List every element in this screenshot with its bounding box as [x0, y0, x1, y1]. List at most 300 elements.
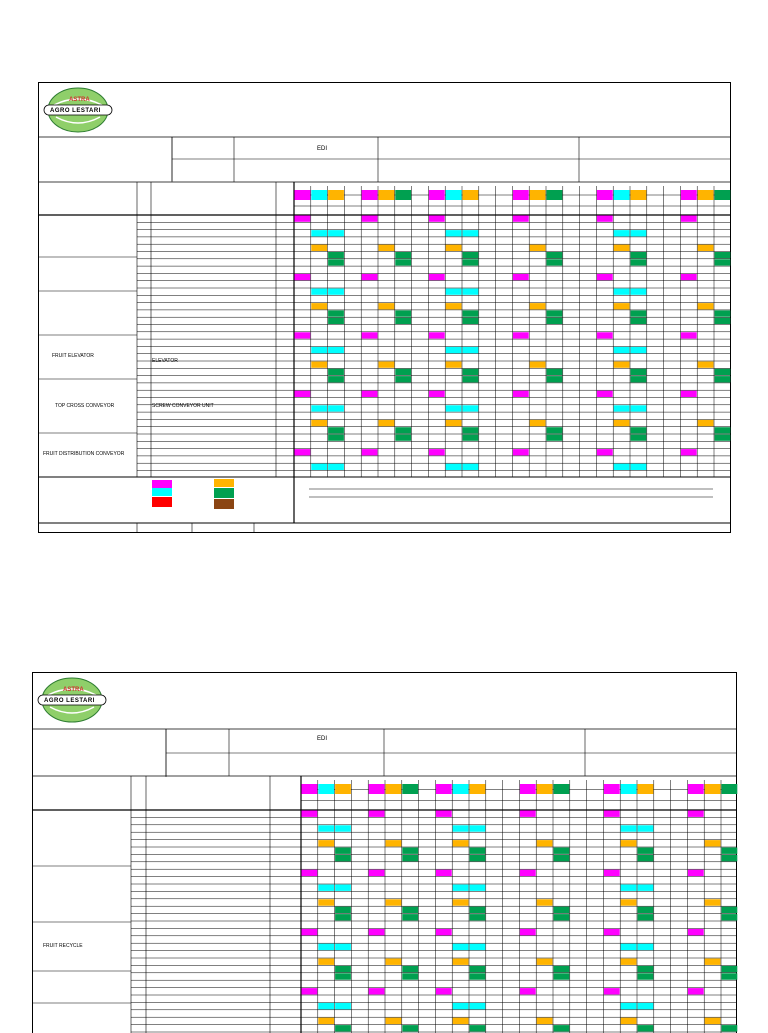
schedule-cell	[446, 347, 462, 353]
schedule-cell	[335, 825, 351, 831]
schedule-cell	[311, 362, 327, 368]
schedule-cell	[379, 190, 395, 200]
schedule-cell	[335, 855, 351, 861]
schedule-cell	[547, 259, 563, 265]
schedule-cell	[318, 1003, 334, 1009]
schedule-cell	[631, 259, 647, 265]
schedule-cell	[722, 784, 738, 794]
schedule-cell	[386, 1018, 402, 1024]
schedule-cell	[705, 840, 721, 846]
schedule-cell	[698, 245, 714, 251]
schedule-cell	[453, 1003, 469, 1009]
schedule-cell	[463, 190, 479, 200]
schedule-cell	[395, 376, 411, 382]
schedule-cell	[311, 230, 327, 236]
schedule-cell	[328, 310, 344, 316]
schedule-cell	[318, 944, 334, 950]
schedule-cell	[547, 427, 563, 433]
schedule-cell	[453, 944, 469, 950]
schedule-cell	[614, 230, 630, 236]
schedule-cell	[311, 464, 327, 470]
schedule-cell	[547, 435, 563, 441]
schedule-cell	[631, 289, 647, 295]
item-label: SCREW CONVEYOR UNIT	[152, 403, 214, 409]
schedule-cell	[470, 914, 486, 920]
schedule-cell	[631, 318, 647, 324]
schedule-cell	[463, 230, 479, 236]
schedule-cell	[722, 973, 738, 979]
schedule-cell	[722, 966, 738, 972]
schedule-cell	[520, 870, 536, 876]
header-code: EDI	[317, 736, 328, 742]
schedule-cell	[395, 427, 411, 433]
schedule-cell	[453, 840, 469, 846]
schedule-cell	[470, 885, 486, 891]
schedule-cell	[698, 190, 714, 200]
schedule-cell	[470, 944, 486, 950]
schedule-cell	[537, 1018, 553, 1024]
schedule-cell	[328, 230, 344, 236]
schedule-cell	[520, 784, 536, 794]
schedule-cell	[631, 347, 647, 353]
schedule-cell	[463, 405, 479, 411]
schedule-cell	[311, 420, 327, 426]
schedule-cell	[722, 1025, 738, 1031]
schedule-cell	[722, 855, 738, 861]
schedule-cell	[463, 435, 479, 441]
schedule-cell	[463, 318, 479, 324]
schedule-cell	[335, 944, 351, 950]
schedule-grid-2	[33, 673, 736, 1033]
schedule-cell	[715, 252, 731, 258]
schedule-cell	[436, 988, 452, 994]
schedule-cell	[470, 855, 486, 861]
schedule-cell	[362, 391, 378, 397]
schedule-cell	[328, 405, 344, 411]
schedule-cell	[402, 784, 418, 794]
schedule-cell	[463, 376, 479, 382]
schedule-cell	[614, 245, 630, 251]
schedule-cell	[715, 318, 731, 324]
schedule-cell	[554, 1025, 570, 1031]
schedule-cell	[328, 252, 344, 258]
schedule-cell	[429, 274, 445, 280]
schedule-cell	[311, 347, 327, 353]
schedule-cell	[530, 362, 546, 368]
schedule-cell	[638, 784, 654, 794]
schedule-cell	[318, 899, 334, 905]
schedule-cell	[402, 855, 418, 861]
schedule-cell	[453, 1018, 469, 1024]
schedule-cell	[597, 190, 613, 200]
schedule-cell	[638, 885, 654, 891]
schedule-cell	[436, 784, 452, 794]
schedule-cell	[402, 914, 418, 920]
schedule-cell	[470, 907, 486, 913]
schedule-cell	[295, 332, 311, 338]
schedule-cell	[302, 988, 318, 994]
schedule-cell	[631, 369, 647, 375]
schedule-cell	[705, 1018, 721, 1024]
schedule-cell	[470, 973, 486, 979]
schedule-cell	[328, 369, 344, 375]
schedule-cell	[311, 289, 327, 295]
schedule-cell	[328, 289, 344, 295]
schedule-cell	[722, 914, 738, 920]
schedule-cell	[446, 464, 462, 470]
schedule-cell	[295, 216, 311, 222]
schedule-cell	[311, 245, 327, 251]
schedule-cell	[470, 1025, 486, 1031]
schedule-cell	[547, 252, 563, 258]
schedule-cell	[715, 190, 731, 200]
schedule-cell	[681, 190, 697, 200]
schedule-cell	[513, 274, 529, 280]
schedule-cell	[614, 190, 630, 200]
schedule-cell	[631, 190, 647, 200]
schedule-cell	[318, 1018, 334, 1024]
schedule-cell	[638, 825, 654, 831]
schedule-cell	[688, 784, 704, 794]
schedule-cell	[328, 318, 344, 324]
schedule-cell	[621, 1018, 637, 1024]
schedule-cell	[554, 966, 570, 972]
section-label: FRUIT ELEVATOR	[52, 353, 94, 359]
schedule-cell	[547, 376, 563, 382]
schedule-cell	[631, 252, 647, 258]
schedule-cell	[631, 310, 647, 316]
schedule-cell	[597, 391, 613, 397]
schedule-cell	[328, 259, 344, 265]
schedule-cell	[379, 420, 395, 426]
schedule-cell	[328, 190, 344, 200]
schedule-cell	[328, 376, 344, 382]
schedule-cell	[395, 252, 411, 258]
schedule-cell	[335, 848, 351, 854]
schedule-cell	[436, 870, 452, 876]
schedule-cell	[379, 303, 395, 309]
schedule-grid-1	[39, 83, 730, 532]
schedule-cell	[470, 784, 486, 794]
schedule-cell	[705, 959, 721, 965]
schedule-cell	[530, 420, 546, 426]
schedule-cell	[402, 973, 418, 979]
schedule-cell	[537, 840, 553, 846]
schedule-cell	[470, 825, 486, 831]
schedule-cell	[446, 245, 462, 251]
schedule-cell	[335, 914, 351, 920]
schedule-cell	[395, 310, 411, 316]
schedule-cell	[402, 966, 418, 972]
schedule-cell	[436, 929, 452, 935]
schedule-cell	[638, 848, 654, 854]
schedule-cell	[530, 190, 546, 200]
schedule-cell	[715, 376, 731, 382]
schedule-cell	[295, 274, 311, 280]
schedule-cell	[402, 848, 418, 854]
schedule-cell	[362, 216, 378, 222]
schedule-cell	[614, 464, 630, 470]
schedule-cell	[362, 332, 378, 338]
schedule-cell	[537, 784, 553, 794]
schedule-cell	[369, 784, 385, 794]
schedule-cell	[705, 784, 721, 794]
schedule-cell	[152, 497, 172, 507]
schedule-cell	[318, 784, 334, 794]
schedule-cell	[621, 959, 637, 965]
maintenance-sheet-2	[32, 672, 737, 1033]
schedule-cell	[614, 362, 630, 368]
schedule-cell	[597, 332, 613, 338]
schedule-cell	[513, 216, 529, 222]
schedule-cell	[395, 318, 411, 324]
schedule-cell	[638, 1003, 654, 1009]
schedule-cell	[453, 825, 469, 831]
schedule-cell	[638, 907, 654, 913]
schedule-cell	[722, 907, 738, 913]
schedule-cell	[554, 914, 570, 920]
schedule-cell	[152, 480, 172, 488]
schedule-cell	[604, 870, 620, 876]
schedule-cell	[597, 274, 613, 280]
schedule-cell	[698, 303, 714, 309]
schedule-cell	[698, 420, 714, 426]
schedule-cell	[715, 259, 731, 265]
schedule-cell	[429, 391, 445, 397]
schedule-cell	[379, 245, 395, 251]
schedule-cell	[537, 959, 553, 965]
schedule-cell	[597, 216, 613, 222]
schedule-cell	[335, 907, 351, 913]
schedule-cell	[638, 914, 654, 920]
schedule-cell	[463, 310, 479, 316]
maintenance-sheet-1	[38, 82, 731, 533]
schedule-cell	[604, 929, 620, 935]
schedule-cell	[513, 449, 529, 455]
schedule-cell	[446, 362, 462, 368]
schedule-cell	[446, 230, 462, 236]
schedule-cell	[386, 784, 402, 794]
schedule-cell	[520, 988, 536, 994]
schedule-cell	[214, 479, 234, 487]
schedule-cell	[453, 899, 469, 905]
schedule-cell	[638, 855, 654, 861]
schedule-cell	[604, 811, 620, 817]
schedule-cell	[402, 907, 418, 913]
schedule-cell	[302, 870, 318, 876]
schedule-cell	[369, 870, 385, 876]
schedule-cell	[715, 435, 731, 441]
schedule-cell	[318, 959, 334, 965]
schedule-cell	[631, 427, 647, 433]
schedule-cell	[631, 230, 647, 236]
schedule-cell	[463, 252, 479, 258]
schedule-cell	[547, 310, 563, 316]
schedule-cell	[369, 811, 385, 817]
schedule-cell	[311, 405, 327, 411]
schedule-cell	[328, 464, 344, 470]
schedule-cell	[429, 332, 445, 338]
schedule-cell	[335, 885, 351, 891]
schedule-cell	[463, 289, 479, 295]
schedule-cell	[621, 899, 637, 905]
schedule-cell	[681, 391, 697, 397]
schedule-cell	[446, 420, 462, 426]
schedule-cell	[621, 944, 637, 950]
schedule-cell	[302, 811, 318, 817]
schedule-cell	[386, 899, 402, 905]
schedule-cell	[335, 1003, 351, 1009]
schedule-cell	[547, 369, 563, 375]
schedule-cell	[681, 332, 697, 338]
schedule-cell	[554, 973, 570, 979]
schedule-cell	[470, 848, 486, 854]
schedule-cell	[453, 885, 469, 891]
schedule-cell	[152, 488, 172, 496]
schedule-cell	[614, 405, 630, 411]
schedule-cell	[638, 944, 654, 950]
schedule-cell	[631, 435, 647, 441]
schedule-cell	[395, 259, 411, 265]
schedule-cell	[463, 427, 479, 433]
schedule-cell	[688, 870, 704, 876]
section-label: TOP CROSS CONVEYOR	[55, 403, 115, 409]
schedule-cell	[631, 376, 647, 382]
schedule-cell	[302, 929, 318, 935]
schedule-cell	[631, 464, 647, 470]
header-code: EDI	[317, 146, 328, 152]
schedule-cell	[688, 988, 704, 994]
schedule-cell	[463, 259, 479, 265]
schedule-cell	[705, 899, 721, 905]
schedule-cell	[335, 973, 351, 979]
schedule-cell	[604, 988, 620, 994]
schedule-cell	[554, 907, 570, 913]
schedule-cell	[311, 190, 327, 200]
schedule-cell	[715, 427, 731, 433]
schedule-cell	[386, 959, 402, 965]
schedule-cell	[530, 303, 546, 309]
schedule-cell	[446, 405, 462, 411]
schedule-cell	[463, 347, 479, 353]
schedule-cell	[395, 190, 411, 200]
schedule-cell	[318, 840, 334, 846]
schedule-cell	[554, 784, 570, 794]
schedule-cell	[547, 318, 563, 324]
schedule-cell	[369, 988, 385, 994]
schedule-cell	[386, 840, 402, 846]
schedule-cell	[614, 303, 630, 309]
schedule-cell	[604, 784, 620, 794]
schedule-cell	[520, 811, 536, 817]
schedule-cell	[362, 274, 378, 280]
schedule-cell	[318, 825, 334, 831]
schedule-cell	[463, 464, 479, 470]
schedule-cell	[311, 303, 327, 309]
schedule-cell	[621, 784, 637, 794]
schedule-cell	[379, 362, 395, 368]
schedule-cell	[554, 855, 570, 861]
logo-bottom-text: AGRO LESTARI	[50, 108, 101, 114]
schedule-cell	[470, 966, 486, 972]
schedule-cell	[513, 190, 529, 200]
schedule-cell	[520, 929, 536, 935]
schedule-cell	[335, 784, 351, 794]
section-label: FRUIT DISTRIBUTION CONVEYOR	[43, 451, 125, 457]
logo-top-text: ASTRA	[69, 97, 90, 103]
schedule-cell	[638, 966, 654, 972]
schedule-cell	[621, 885, 637, 891]
schedule-cell	[681, 449, 697, 455]
schedule-cell	[328, 435, 344, 441]
schedule-cell	[513, 391, 529, 397]
logo-bottom-text: AGRO LESTARI	[44, 698, 95, 704]
schedule-cell	[214, 499, 234, 509]
schedule-cell	[530, 245, 546, 251]
schedule-cell	[453, 784, 469, 794]
schedule-cell	[335, 966, 351, 972]
schedule-cell	[453, 959, 469, 965]
schedule-cell	[295, 190, 311, 200]
schedule-cell	[369, 929, 385, 935]
schedule-cell	[681, 216, 697, 222]
schedule-cell	[614, 347, 630, 353]
schedule-cell	[328, 427, 344, 433]
schedule-cell	[295, 391, 311, 397]
schedule-cell	[688, 929, 704, 935]
schedule-cell	[722, 848, 738, 854]
schedule-cell	[621, 825, 637, 831]
schedule-cell	[513, 332, 529, 338]
schedule-cell	[295, 449, 311, 455]
schedule-cell	[436, 811, 452, 817]
schedule-cell	[429, 216, 445, 222]
schedule-cell	[395, 369, 411, 375]
schedule-cell	[715, 310, 731, 316]
schedule-cell	[446, 303, 462, 309]
schedule-cell	[621, 840, 637, 846]
schedule-cell	[614, 420, 630, 426]
schedule-cell	[446, 190, 462, 200]
schedule-cell	[362, 190, 378, 200]
schedule-cell	[395, 435, 411, 441]
schedule-cell	[631, 405, 647, 411]
logo-top-text: ASTRA	[63, 687, 84, 693]
schedule-cell	[681, 274, 697, 280]
schedule-cell	[554, 848, 570, 854]
schedule-cell	[214, 488, 234, 498]
schedule-cell	[621, 1003, 637, 1009]
schedule-cell	[614, 289, 630, 295]
schedule-cell	[429, 190, 445, 200]
schedule-cell	[302, 784, 318, 794]
item-label: ELEVATOR	[152, 358, 178, 364]
schedule-cell	[638, 1025, 654, 1031]
schedule-cell	[597, 449, 613, 455]
schedule-cell	[470, 1003, 486, 1009]
schedule-cell	[402, 1025, 418, 1031]
schedule-cell	[537, 899, 553, 905]
schedule-cell	[429, 449, 445, 455]
schedule-cell	[463, 369, 479, 375]
schedule-cell	[335, 1025, 351, 1031]
schedule-cell	[638, 973, 654, 979]
schedule-cell	[698, 362, 714, 368]
schedule-cell	[547, 190, 563, 200]
schedule-cell	[318, 885, 334, 891]
schedule-cell	[362, 449, 378, 455]
section-label: FRUIT RECYCLE	[43, 943, 83, 949]
